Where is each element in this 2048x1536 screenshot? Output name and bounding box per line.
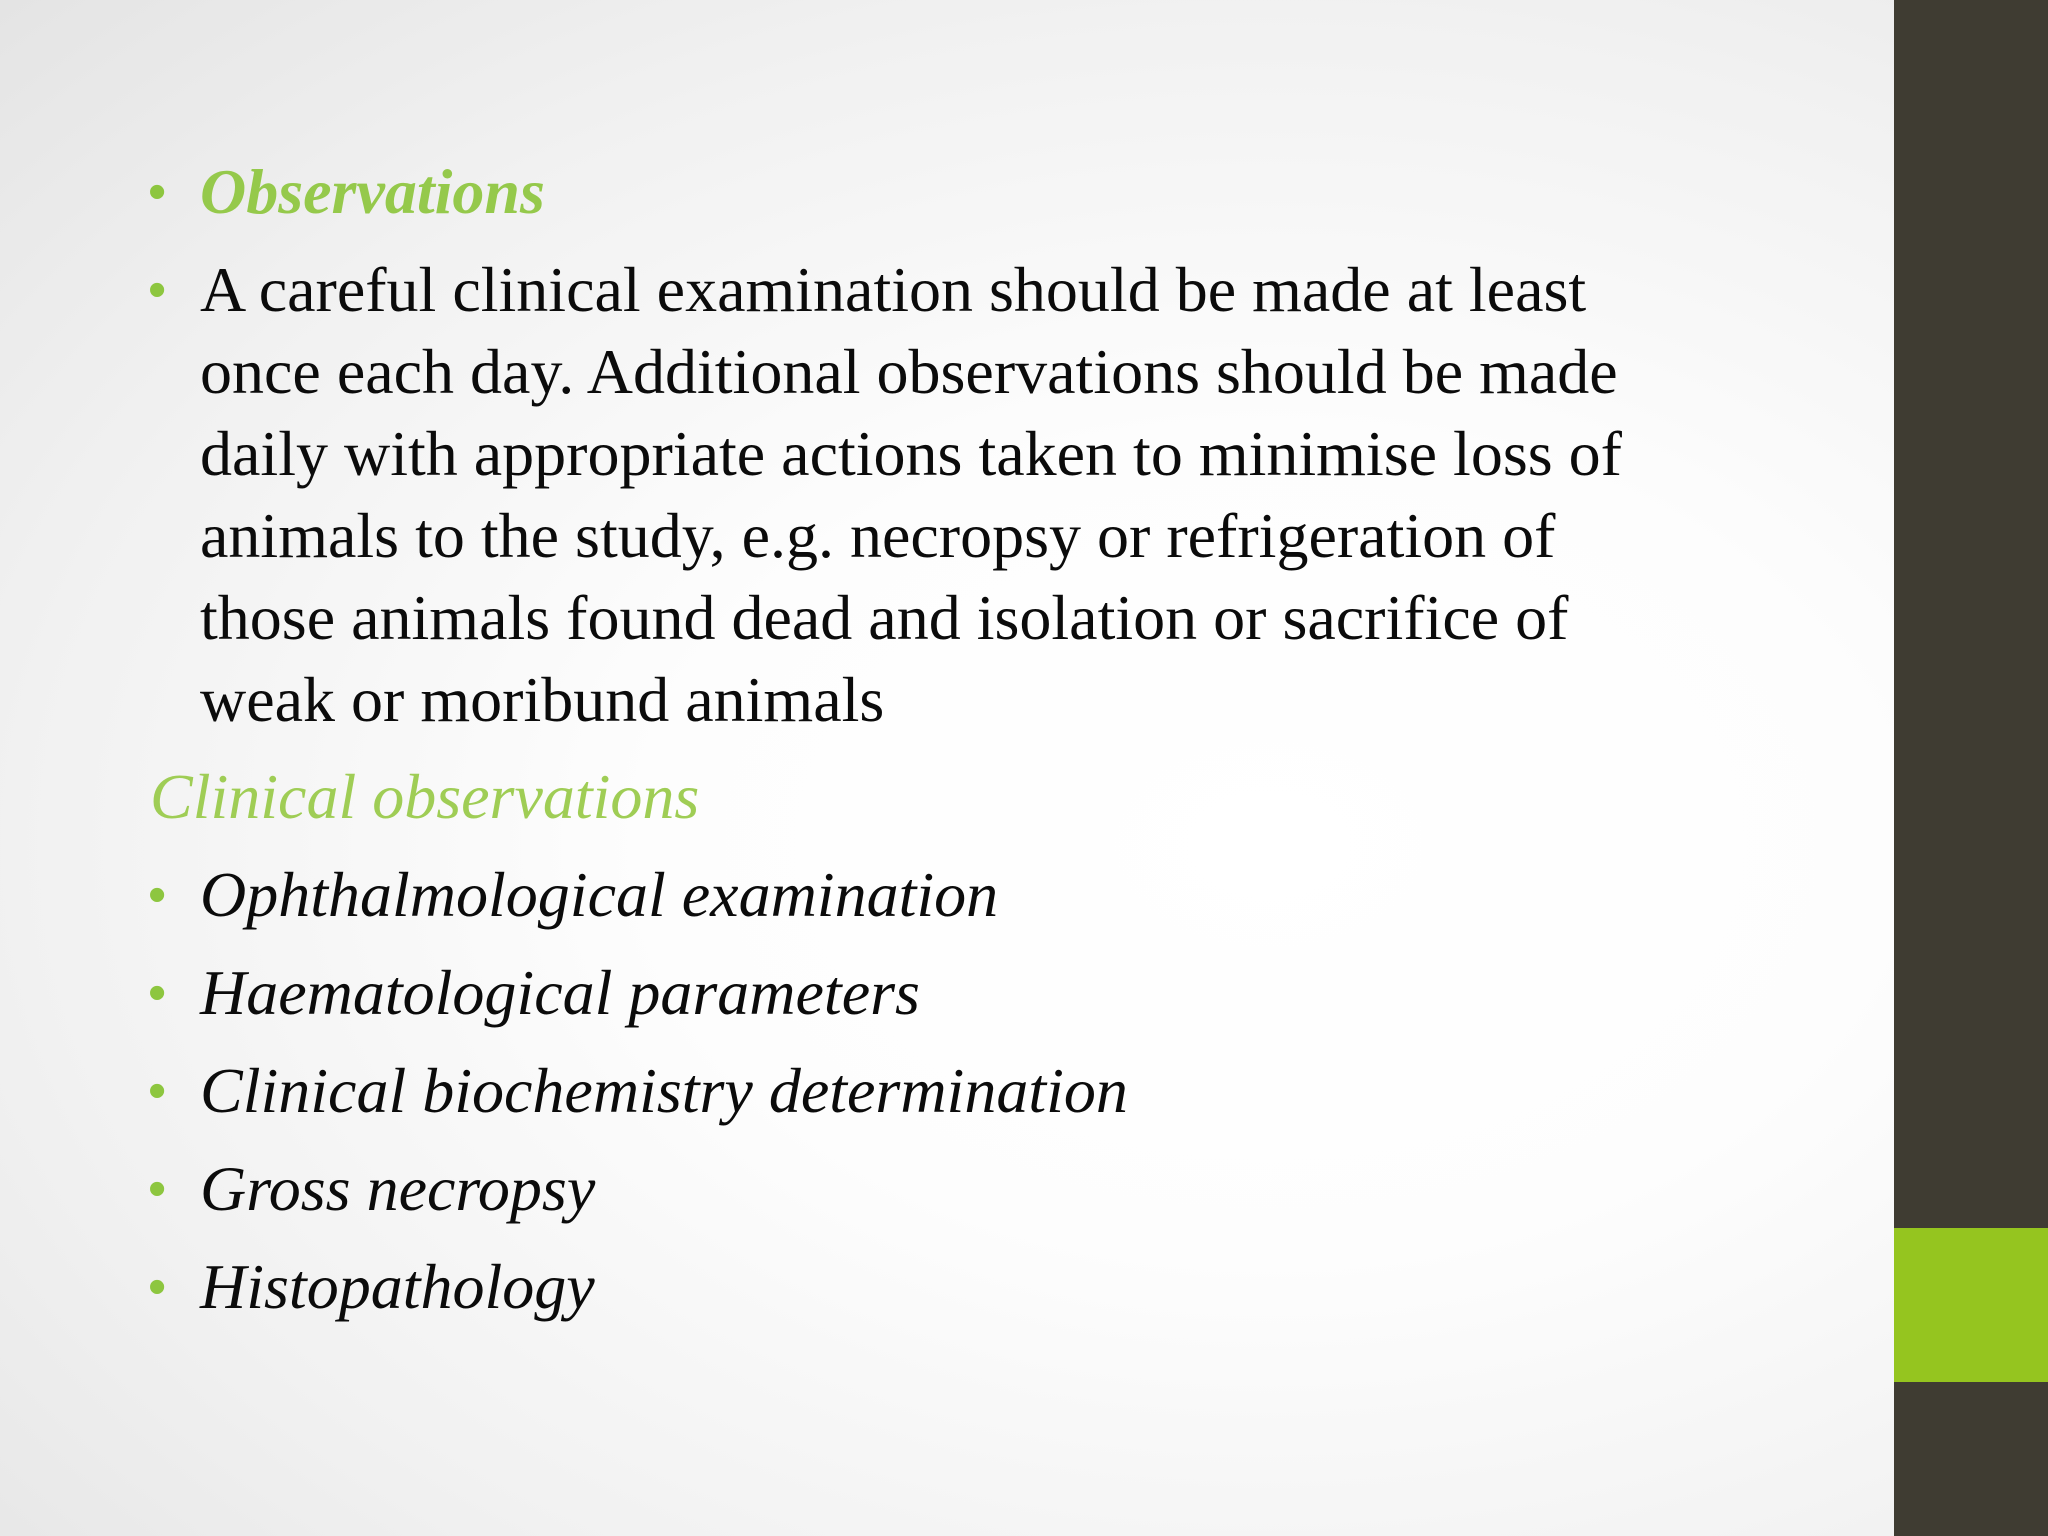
paragraph-line: weak or moribund animals [200,664,885,735]
bullet-dot: • [148,866,167,924]
clinical-item-text: Gross necropsy [200,1153,596,1224]
clinical-item-text: Ophthalmological examination [200,859,999,930]
side-accent-block [1894,1228,2048,1382]
bullet-dot: • [148,261,167,319]
clinical-item-text: Haematological parameters [200,957,920,1028]
bullet-dot: • [148,163,167,221]
clinical-item-text: Clinical biochemistry determination [200,1055,1128,1126]
observations-heading: Observations [200,156,545,227]
clinical-item-text: Histopathology [200,1251,595,1322]
side-decoration-bar [1894,0,2048,1536]
paragraph-line: those animals found dead and isolation or sacrifice of [200,582,1569,653]
bullet-dot: • [148,964,167,1022]
paragraph-text [200,249,1622,741]
paragraph-line: once each day. Additional observations should be made [200,336,1618,407]
bullet-dot: • [148,1258,167,1316]
bullet-dot: • [148,1062,167,1120]
paragraph-line: daily with appropriate actions taken to minimise loss of [200,418,1622,489]
paragraph-line: A careful clinical examination should be made at least [200,254,1587,325]
paragraph-line: animals to the study, e.g. necropsy or refrigeration of [200,500,1556,571]
bullet-dot: • [148,1160,167,1218]
clinical-observations-heading: Clinical observations [150,761,700,832]
